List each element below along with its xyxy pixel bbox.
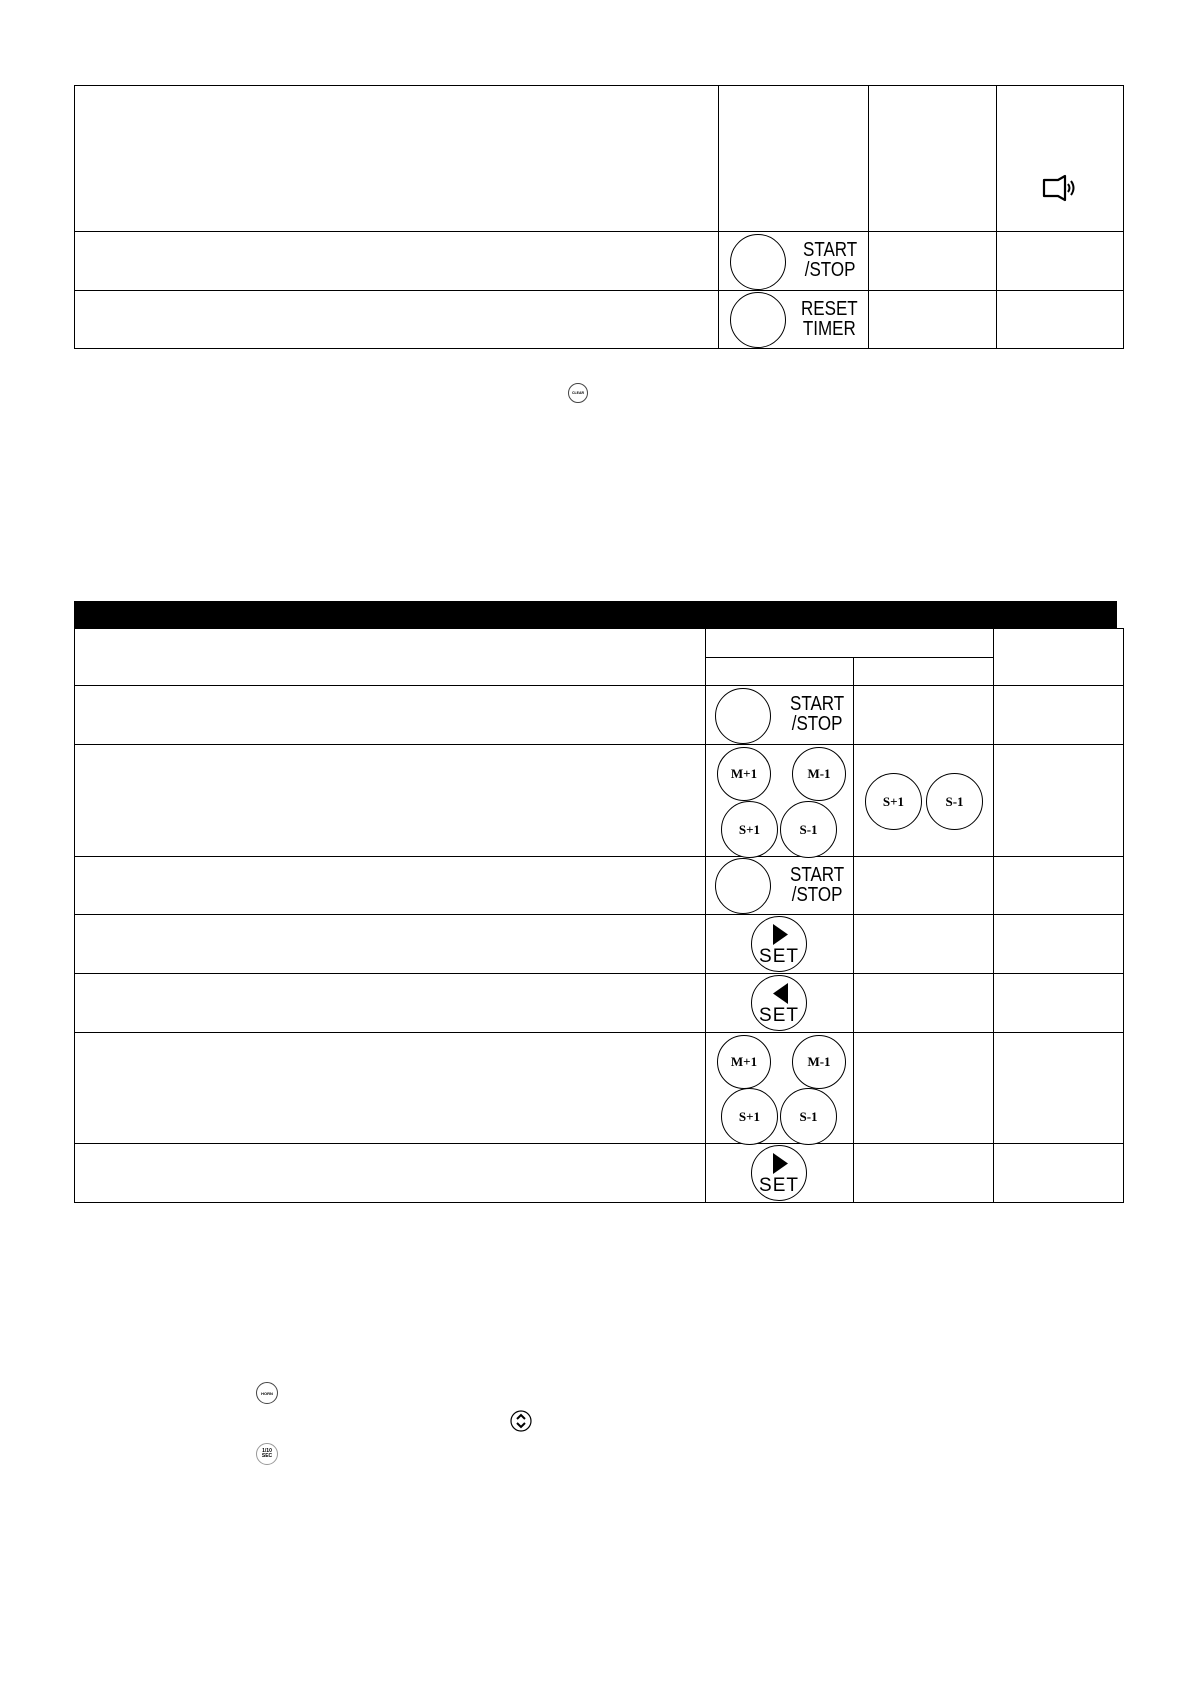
minute-minus-button[interactable]: M-1	[792, 747, 846, 801]
table-top	[74, 85, 1124, 349]
table-row	[75, 1144, 706, 1203]
table-row	[75, 974, 706, 1033]
set-label: SET	[759, 1005, 799, 1026]
horn-icon: HORN	[256, 1382, 278, 1404]
table-bottom-row5-key	[706, 974, 854, 1033]
table-row	[75, 857, 706, 915]
table-bottom-row1-key	[706, 686, 854, 745]
table-bottom-header-desc	[75, 629, 706, 686]
table-top-row1-desc	[75, 232, 719, 291]
table-bottom-header-group	[706, 629, 994, 658]
table-row	[75, 1033, 706, 1144]
table-row	[75, 915, 706, 974]
second-plus-button[interactable]: S+1	[721, 801, 778, 858]
table-bottom-row2-keys	[706, 745, 854, 857]
table-bottom-header-last	[994, 629, 1124, 686]
table-bottom-row2-keys-2	[854, 745, 994, 857]
table-bottom-row3-key	[706, 857, 854, 915]
table-top-header-cell-2	[719, 86, 869, 232]
table-bottom-row4-cell3	[854, 915, 994, 974]
second-plus-button[interactable]: S+1	[865, 773, 922, 830]
table-bottom-row6-cell3	[854, 1033, 994, 1144]
table-bottom-row6-keys	[706, 1033, 854, 1144]
table-bottom-row7-cell3	[854, 1144, 994, 1203]
table-bottom-row4-cell4	[994, 915, 1124, 974]
table-top-row2-cell4	[997, 291, 1124, 349]
table-top-row2-key	[719, 291, 869, 349]
table-bottom-header-bar	[74, 601, 1117, 628]
set-next-button[interactable]	[751, 916, 807, 972]
table-bottom-row3-cell3	[854, 857, 994, 915]
set-label: SET	[759, 1175, 799, 1196]
set-next-button[interactable]	[751, 1145, 807, 1201]
start-stop-label: START /STOP	[790, 693, 845, 735]
table-bottom-row4-key	[706, 915, 854, 974]
table-top-row1-cell4	[997, 232, 1124, 291]
table-top-header-cell-4	[997, 86, 1124, 232]
table-bottom-subheader-2	[854, 658, 994, 686]
minute-plus-button[interactable]: M+1	[717, 747, 771, 801]
table-top-row1-cell3	[869, 232, 997, 291]
table-row	[75, 745, 706, 857]
table-bottom-row6-cell4	[994, 1033, 1124, 1144]
table-top-header-cell-1	[75, 86, 719, 232]
second-minus-button[interactable]: S-1	[926, 773, 983, 830]
table-top-row1-key	[719, 232, 869, 291]
table-top-row2-desc	[75, 291, 719, 349]
minute-minus-button[interactable]: M-1	[792, 1035, 846, 1089]
start-stop-button[interactable]	[715, 858, 771, 914]
minute-plus-button[interactable]: M+1	[717, 1035, 771, 1089]
start-stop-label: START /STOP	[803, 239, 858, 281]
start-stop-button[interactable]	[715, 688, 771, 744]
set-label: SET	[759, 946, 799, 967]
tenth-second-icon: 1/10 SEC	[256, 1443, 278, 1465]
table-row	[75, 686, 706, 745]
start-stop-button[interactable]	[730, 234, 786, 290]
table-bottom-row1-cell4	[994, 686, 1124, 745]
table-bottom-row3-cell4	[994, 857, 1124, 915]
reset-timer-button[interactable]	[730, 292, 786, 348]
second-minus-button[interactable]: S-1	[780, 801, 837, 858]
table-bottom-row5-cell3	[854, 974, 994, 1033]
table-bottom-row7-cell4	[994, 1144, 1124, 1203]
table-top-row2-cell3	[869, 291, 997, 349]
up-down-arrows-icon	[510, 1410, 532, 1432]
reset-timer-label: RESET TIMER	[801, 298, 858, 340]
table-bottom-subheader-1	[706, 658, 854, 686]
table-bottom-row2-cell4	[994, 745, 1124, 857]
table-bottom-row5-cell4	[994, 974, 1124, 1033]
table-bottom-row1-cell3	[854, 686, 994, 745]
clear-icon: CLEAR	[568, 383, 588, 403]
second-plus-button[interactable]: S+1	[721, 1088, 778, 1145]
table-bottom	[74, 628, 1124, 1203]
second-minus-button[interactable]: S-1	[780, 1088, 837, 1145]
table-top-header-cell-3	[869, 86, 997, 232]
table-bottom-row7-key	[706, 1144, 854, 1203]
speaker-icon	[1042, 174, 1078, 202]
start-stop-label: START /STOP	[790, 864, 845, 906]
set-back-button[interactable]	[751, 975, 807, 1031]
